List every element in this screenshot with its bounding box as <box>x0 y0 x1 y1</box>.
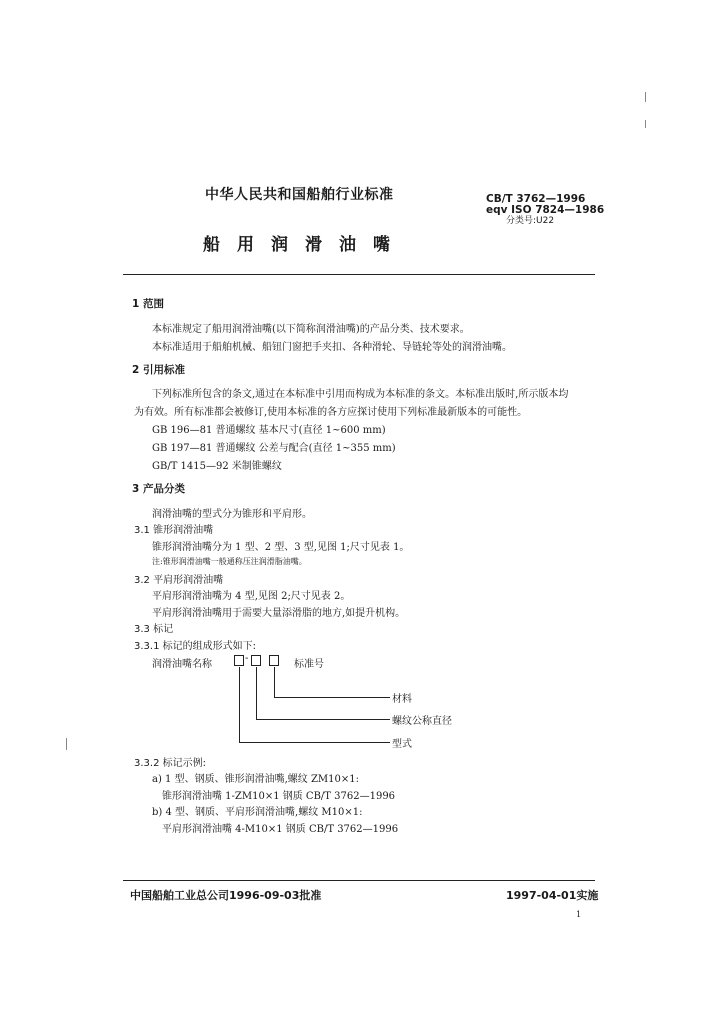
scan-mark <box>645 120 646 128</box>
example-a-marking: 锥形润滑油嘴 1-ZM10×1 钢质 CB/T 3762—1996 <box>162 791 396 802</box>
section-3-1-note: 注:锥形润滑油嘴一般通称压注润滑脂油嘴。 <box>152 557 307 566</box>
diagram-thread-label: 螺纹公称直径 <box>392 716 452 727</box>
reference-gb197: GB 197—81 普通螺纹 公差与配合(直径 1~355 mm) <box>152 443 396 454</box>
section-1-heading: 1 范围 <box>132 298 164 310</box>
example-a: a) 1 型、钢质、锥形润滑油嘴,螺纹 ZM10×1: <box>152 774 359 785</box>
diagram-material-label: 材料 <box>392 694 412 705</box>
footer-rule <box>123 880 595 881</box>
effective-date: 1997-04-01实施 <box>506 889 599 902</box>
thread-box <box>251 655 261 666</box>
section-3-3-heading: 3.3 标记 <box>134 624 174 635</box>
material-leader-v <box>274 667 275 697</box>
material-leader-h <box>274 697 390 698</box>
section-2-para-line-2: 为有效。所有标准都会被修订,使用本标准的各方应探讨使用下列标准最新版本的可能性。 <box>134 407 528 418</box>
reference-gb196: GB 196—81 普通螺纹 基本尺寸(直径 1~600 mm) <box>152 425 386 436</box>
section-3-2-para-1: 平肩形润滑油嘴为 4 型,见图 2;尺寸见表 2。 <box>152 591 351 602</box>
section-2-para-line-1: 下列标准所包含的条文,通过在本标准中引用而构成为本标准的条文。本标准出版时,所示版本均 <box>152 389 569 400</box>
header-rule <box>123 274 595 275</box>
diagram-name-label: 润滑油嘴名称 <box>152 659 212 670</box>
section-3-1-heading: 3.1 锥形润滑油嘴 <box>134 525 214 536</box>
type-leader-v <box>239 667 240 742</box>
section-3-3-1-heading: 3.3.1 标记的组成形式如下: <box>134 641 256 652</box>
diagram-dash: - <box>245 653 249 664</box>
standard-number-block <box>486 194 604 227</box>
diagram-type-label: 型式 <box>392 739 412 750</box>
section-3-3-2-heading: 3.3.2 标记示例: <box>134 758 206 769</box>
section-1-para-1: 本标准规定了船用润滑油嘴(以下简称润滑油嘴)的产品分类、技术要求。 <box>152 324 470 335</box>
example-b-marking: 平肩形润滑油嘴 4-M10×1 钢质 CB/T 3762—1996 <box>162 824 399 835</box>
section-1-para-2: 本标准适用于船舶机械、船钮门窗把手夹扣、各种滑轮、导链轮等处的润滑油嘴。 <box>152 342 512 353</box>
material-box <box>269 655 279 666</box>
example-b: b) 4 型、钢质、平肩形润滑油嘴,螺纹 M10×1: <box>152 807 363 818</box>
section-3-heading: 3 产品分类 <box>132 483 185 495</box>
thread-leader-v <box>256 667 257 719</box>
thread-leader-h <box>256 719 390 720</box>
scan-mark <box>66 738 67 750</box>
scan-mark <box>645 92 646 102</box>
issuing-organization: 中华人民共和国船舶行业标准 <box>205 187 394 203</box>
section-2-heading: 2 引用标准 <box>132 364 185 376</box>
diagram-standard-label: 标准号 <box>294 659 324 670</box>
document-title: 船用润滑油嘴 <box>203 235 407 255</box>
standard-number: CB/T 3762—1996 <box>486 193 586 205</box>
classification-number: 分类号:U22 <box>506 216 555 226</box>
section-3-2-heading: 3.2 平肩形润滑油嘴 <box>134 575 224 586</box>
section-3-para: 润滑油嘴的型式分为锥形和平肩形。 <box>152 509 312 520</box>
type-leader-h <box>239 742 390 743</box>
section-3-2-para-2: 平肩形润滑油嘴用于需要大量添滑脂的地方,如提升机构。 <box>152 608 406 619</box>
type-box <box>234 655 244 666</box>
page-number: 1 <box>576 910 582 919</box>
approval-line: 中国船舶工业总公司1996-09-03批准 <box>130 889 322 902</box>
reference-gbt1415: GB/T 1415—92 米制锥螺纹 <box>152 461 282 472</box>
section-3-1-para: 锥形润滑油嘴分为 1 型、2 型、3 型,见图 1;尺寸见表 1。 <box>152 542 410 553</box>
equivalent-standard: eqv ISO 7824—1986 <box>486 204 605 216</box>
